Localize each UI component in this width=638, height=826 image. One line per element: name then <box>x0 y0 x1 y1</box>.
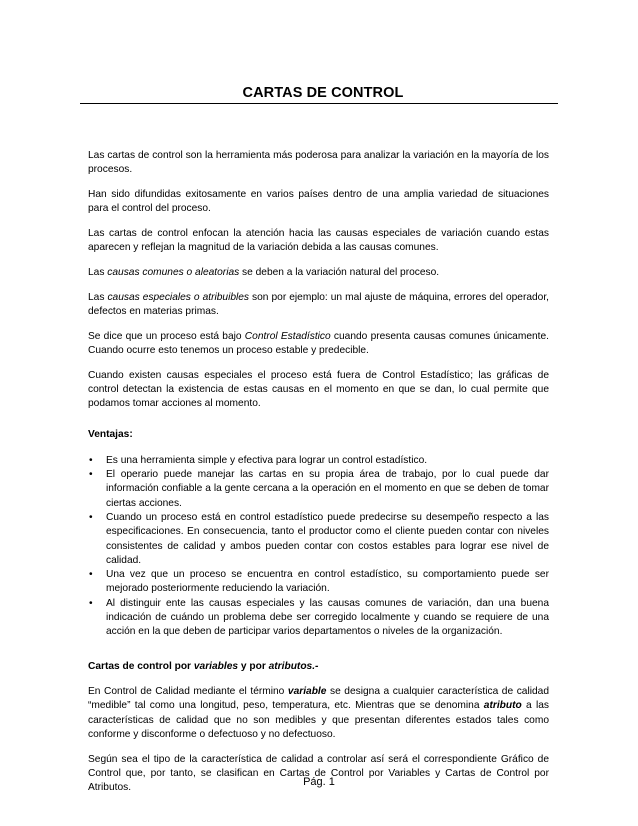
paragraph-intro: Las cartas de control son la herramienta más poderosa para analizar la variación en la mayoría de los procesos. <box>88 150 549 176</box>
paragraph-enfoque: Las cartas de control enfocan la atención hacia las causas especiales de variación cuando estas aparecen y reflejan la magnitud de la variación debida a las causas comunes. <box>88 227 549 254</box>
emphasis-causas-comunes: causas comunes o aleatorias <box>107 266 240 278</box>
page-number: Pág. 1 <box>303 776 335 788</box>
paragraph-clasificacion: Según sea el tipo de la característica de calidad a controlar así será el correspondiente Gráfico de Control que, por tanto, se clasifican en Cartas de Control por Variables y Cartas de Control por Atributos. <box>88 753 549 794</box>
list-item: • Es una herramienta simple y efectiva para lograr un control estadístico. <box>88 454 549 468</box>
ventajas-list <box>88 454 549 640</box>
list-item: • Al distinguir ente las causas especiales y las causas comunes de variación, dan una buena indicación de cuándo un problema debe ser corregido localmente y cuando se requiere de una acción en la que deben de participar varios departamentos o niveles de la organización. <box>89 597 549 638</box>
bullet-icon: • <box>89 511 93 523</box>
bullet-icon: • <box>89 469 93 481</box>
paragraph-variable-atributo: En Control de Calidad mediante el término variable se designa a cualquier característica de calidad “medible” tal como una longitud, peso, temperatura, etc. Mientras que se denomina atributo a las características de calidad que no son medibles y que presentan diferentes estados tales como conforme y disconforme o defectuoso y no defectuoso. <box>88 685 549 740</box>
list-item: • Cuando un proceso está en control estadístico puede predecirse su desempeño respecto a las especificaciones. En consecuencia, tanto el productor como el cliente pueden contar con niveles consistentes de calidad y ambos pueden contar con costos estables para lograr ese nivel de calidad. <box>89 511 549 566</box>
title-underline <box>80 103 558 104</box>
document-title: CARTAS DE CONTROL <box>242 85 404 101</box>
paragraph-control-estadistico: Se dice que un proceso está bajo Control Estadístico cuando presenta causas comunes únicamente. Cuando ocurre esto tenemos un proceso estable y predecible. <box>88 330 549 356</box>
paragraph-difusion: Han sido difundidas exitosamente en varios países dentro de una amplia variedad de situaciones para el control del proceso. <box>88 188 549 215</box>
bullet-icon: • <box>89 597 93 609</box>
emphasis-causas-especiales: causas especiales o atribuibles <box>107 291 250 303</box>
bullet-icon: • <box>89 569 93 581</box>
term-atributo: atributo <box>483 700 522 712</box>
ventajas-heading: Ventajas: <box>88 428 133 440</box>
list-item: • Una vez que un proceso se encuentra en control estadístico, su comportamiento puede ser mejorado posteriormente reduciendo la variación. <box>89 569 549 595</box>
bullet-icon: • <box>89 454 93 466</box>
term-variable: variable <box>287 685 327 697</box>
paragraph-causas-especiales: Las causas especiales o atribuibles son por ejemplo: un mal ajuste de máquina, errores del operador, defectos en materias primas. <box>88 291 549 317</box>
section-heading-variables-atributos: Cartas de control por variables y por atributos.- <box>88 660 319 672</box>
paragraph-fuera-de-control: Cuando existen causas especiales el proceso está fuera de Control Estadístico; las gráficas de control detectan la existencia de estas causas en el momento en que se dan, lo cual permite que podamos tomar acciones al momento. <box>88 369 549 410</box>
list-item: • El operario puede manejar las cartas en su propia área de trabajo, por lo cual puede dar información confiable a la gente cercana a la operación en el momento en que se deben de tomar ciertas acciones. <box>89 469 549 509</box>
paragraph-causas-comunes: Las causas comunes o aleatorias se deben a la variación natural del proceso. <box>88 266 440 278</box>
document-body <box>88 149 549 806</box>
emphasis-control-estadistico: Control Estadístico <box>244 330 331 342</box>
